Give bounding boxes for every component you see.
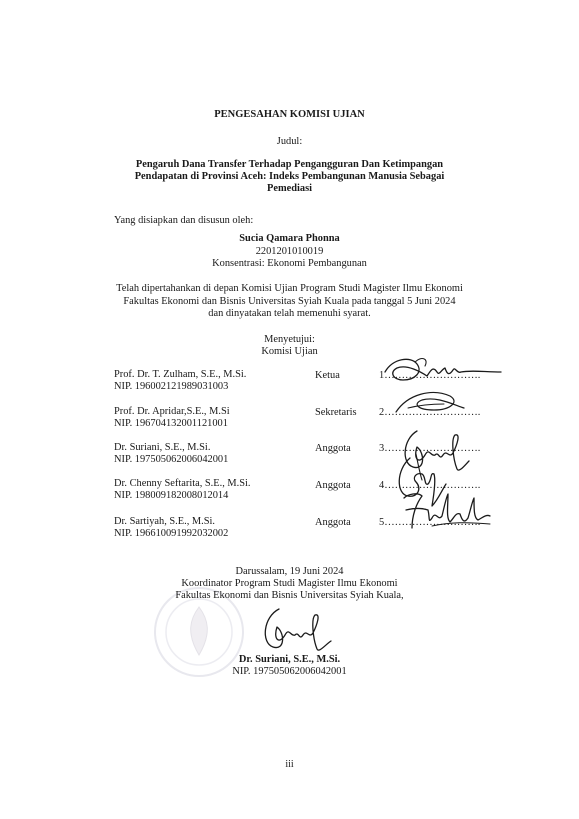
student-id: 2201201010019	[255, 246, 324, 257]
defense-statement-line-3: dan dinyatakan telah memenuhi syarat.	[208, 308, 371, 319]
signature-line: 2……………………….	[379, 407, 481, 418]
page-number: iii	[285, 759, 294, 770]
coordinator-signature	[255, 603, 335, 655]
signature-2	[388, 384, 468, 424]
prepared-by-label: Yang disiapkan dan disusun oleh:	[114, 215, 254, 226]
member-name: Dr. Suriani, S.E., M.Si.	[114, 442, 211, 453]
approval-label: Menyetujui:	[264, 334, 315, 345]
title-label: Judul:	[276, 136, 303, 147]
defense-statement-line-1: Telah dipertahankan di depan Komisi Ujian Program Studi Magister Ilmu Ekonomi	[116, 283, 463, 294]
member-name: Dr. Sartiyah, S.E., M.Si.	[114, 516, 216, 527]
member-nip: NIP. 196610091992032002	[114, 528, 229, 539]
member-name: Prof. Dr. T. Zulham, S.E., M.Si.	[114, 369, 247, 380]
signature-line: 4……………………….	[379, 480, 481, 491]
member-nip: NIP. 196704132001121001	[114, 418, 228, 429]
signature-5	[392, 488, 492, 533]
coordinator-name: Dr. Suriani, S.E., M.Si.	[238, 654, 341, 665]
member-role: Sekretaris	[315, 407, 357, 418]
place-date: Darussalam, 19 Juni 2024	[235, 566, 344, 577]
concentration: Konsentrasi: Ekonomi Pembangunan	[212, 258, 367, 269]
member-name: Prof. Dr. Apridar,S.E., M.Si	[114, 406, 230, 417]
member-role: Anggota	[315, 517, 351, 528]
signature-line: 3……………………….	[379, 443, 481, 454]
signature-line: 5……………………….	[379, 517, 481, 528]
member-name: Dr. Chenny Seftarita, S.E., M.Si.	[114, 478, 251, 489]
member-role: Anggota	[315, 443, 351, 454]
author-name: Sucia Qamara Phonna	[239, 233, 340, 244]
thesis-title-line-1: Pengaruh Dana Transfer Terhadap Pengangguran Dan Ketimpangan	[135, 159, 444, 170]
faculty-name: Fakultas Ekonomi dan Bisnis Universitas Syiah Kuala,	[175, 590, 404, 601]
member-role: Anggota	[315, 480, 351, 491]
thesis-title-line-3: Pemediasi	[266, 183, 313, 194]
member-nip: NIP. 196002121989031003	[114, 381, 229, 392]
member-nip: NIP. 198009182008012014	[114, 490, 229, 501]
signature-line: 1……………………….	[379, 370, 481, 381]
page-title: PENGESAHAN KOMISI UJIAN	[214, 109, 365, 120]
coordinator-nip: NIP. 197505062006042001	[232, 666, 347, 677]
member-nip: NIP. 197505062006042001	[114, 454, 229, 465]
coordinator-title: Koordinator Program Studi Magister Ilmu Ekonomi	[181, 578, 398, 589]
defense-statement-line-2: Fakultas Ekonomi dan Bisnis Universitas Syiah Kuala pada tanggal 5 Juni 2024	[123, 296, 456, 307]
thesis-title-line-2: Pendapatan di Provinsi Aceh: Indeks Pembangunan Manusia Sebagai	[134, 171, 445, 182]
member-role: Ketua	[315, 370, 340, 381]
committee-label: Komisi Ujian	[261, 346, 318, 357]
